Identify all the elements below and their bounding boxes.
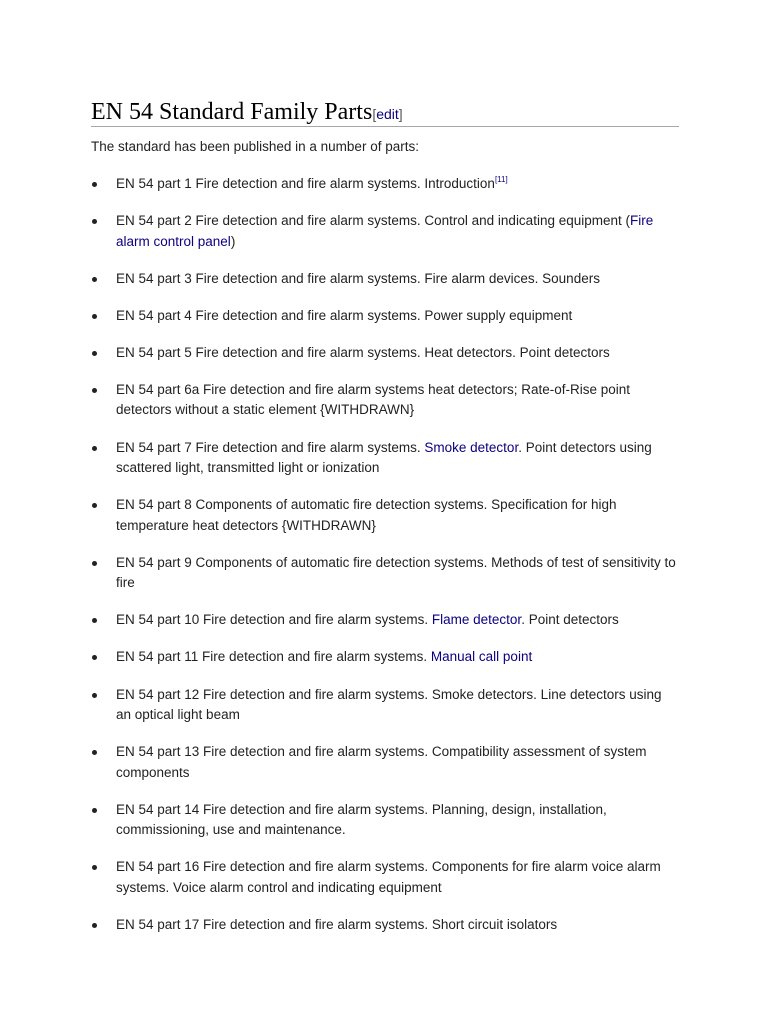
bullet-icon: [92, 693, 97, 698]
list-item: [91, 610, 679, 631]
list-item-text: EN 54 part 7 Fire detection and fire alarm systems.: [116, 439, 425, 455]
edit-link[interactable]: edit: [376, 106, 399, 122]
edit-section: [372, 106, 402, 122]
list-item-text-tail: ): [230, 233, 236, 249]
article-link[interactable]: Flame detector: [431, 612, 522, 628]
bullet-icon: [92, 446, 97, 451]
bullet-icon: [92, 655, 97, 660]
list-item-text: EN 54 part 5 Fire detection and fire alarm systems. Heat detectors. Point detectors: [116, 344, 610, 360]
list-item: [91, 742, 679, 783]
edit-bracket-close: ]: [398, 106, 403, 122]
section-title: EN 54 Standard Family Parts: [91, 99, 373, 125]
bullet-icon: [92, 182, 97, 187]
list-item: [91, 857, 679, 898]
bullet-icon: [92, 388, 97, 393]
list-item-text: EN 54 part 11 Fire detection and fire alarm systems.: [116, 649, 431, 665]
list-item: [91, 380, 679, 421]
bullet-icon: [92, 865, 97, 870]
list-item: [91, 306, 679, 327]
list-item: [91, 553, 679, 594]
list-item: [91, 174, 679, 195]
bullet-icon: [92, 351, 97, 356]
article-link[interactable]: Smoke detector: [424, 439, 519, 455]
list-item: [91, 915, 679, 936]
list-item-text: EN 54 part 8 Components of automatic fire detection systems. Specification for high temperature heat detectors {WITHDRAWN}: [116, 497, 617, 533]
bullet-icon: [92, 277, 97, 282]
list-item-text: EN 54 part 13 Fire detection and fire alarm systems. Compatibility assessment of system components: [116, 744, 647, 780]
list-item: [91, 269, 679, 290]
list-item-text: EN 54 part 12 Fire detection and fire alarm systems. Smoke detectors. Line detectors using an optical light beam: [116, 686, 662, 723]
list-item-text: EN 54 part 14 Fire detection and fire alarm systems. Planning, design, installation, commissioning, use and maintenance.: [116, 801, 607, 838]
list-item: [91, 211, 679, 252]
citation-link[interactable]: [11]: [494, 175, 508, 184]
edit-bracket-open: [: [372, 106, 377, 122]
bullet-icon: [92, 561, 97, 566]
list-item-text: EN 54 part 10 Fire detection and fire alarm systems.: [116, 612, 432, 628]
bullet-icon: [92, 314, 97, 319]
section-heading: [91, 96, 679, 127]
bullet-icon: [92, 750, 97, 755]
bullet-icon: [92, 808, 97, 813]
list-item-text-tail: . Point detectors: [521, 612, 619, 628]
article-link[interactable]: Manual call point: [430, 649, 533, 665]
list-item: [91, 647, 679, 668]
list-item-text-tail: . Point detectors using scattered light, transmitted light or ionization: [116, 439, 652, 476]
intro-paragraph: The standard has been published in a number of parts:: [91, 139, 419, 154]
list-item-text: EN 54 part 6a Fire detection and fire alarm systems heat detectors; Rate-of-Rise point detectors without a static element {WITHDRAWN}: [116, 381, 630, 418]
list-item: [91, 685, 679, 726]
bullet-icon: [92, 503, 97, 508]
bullet-icon: [92, 219, 97, 224]
bullet-icon: [92, 618, 97, 623]
list-item: [91, 495, 679, 536]
list-item-text: EN 54 part 4 Fire detection and fire alarm systems. Power supply equipment: [116, 307, 573, 323]
bullet-icon: [92, 923, 97, 928]
list-item-text: EN 54 part 16 Fire detection and fire alarm systems. Components for fire alarm voice alarm systems. Voice alarm control and indicating equipment: [116, 859, 661, 895]
list-item: [91, 800, 679, 841]
list-item-text: EN 54 part 2 Fire detection and fire alarm systems. Control and indicating equipment (: [116, 213, 631, 229]
list-item-text: EN 54 part 1 Fire detection and fire alarm systems. Introduction: [116, 176, 495, 191]
list-item-text: EN 54 part 17 Fire detection and fire alarm systems. Short circuit isolators: [116, 916, 558, 932]
list-item: [91, 438, 679, 479]
list-item-text: EN 54 part 9 Components of automatic fire detection systems. Methods of test of sensitivity to fire: [116, 554, 676, 591]
article-link[interactable]: Fire alarm control panel: [116, 213, 654, 249]
list-item-text: EN 54 part 3 Fire detection and fire alarm systems. Fire alarm devices. Sounders: [116, 270, 600, 286]
parts-list: [91, 174, 679, 952]
list-item: [91, 343, 679, 364]
